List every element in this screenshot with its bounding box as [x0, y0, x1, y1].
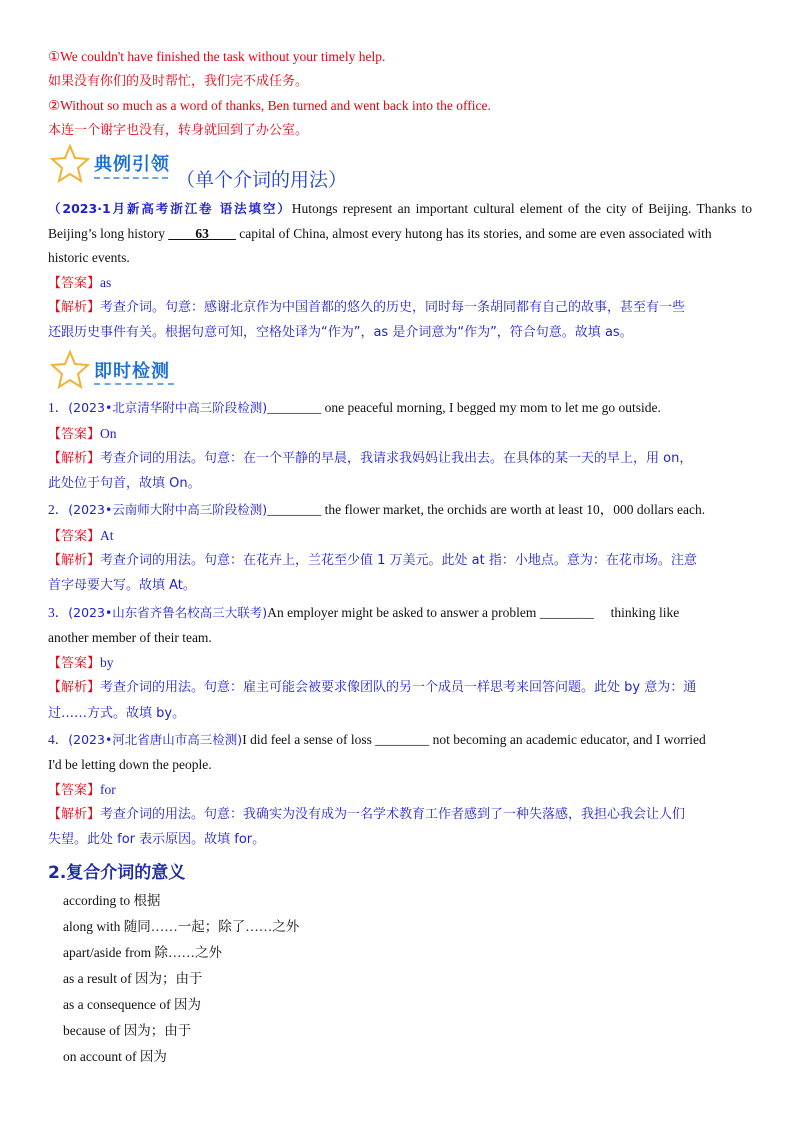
analysis-text: 考查介词的用法。句意：雇主可能会被要求像团队的另一个成员一样思考来回答问题。此处 by 意为：通	[100, 680, 697, 695]
blank-63: ____63____	[168, 226, 236, 241]
analysis-label: 【解析】	[48, 451, 101, 466]
answer-label: 【答案】	[48, 783, 101, 798]
star-icon	[50, 349, 90, 389]
example-2-english: ②Without so much as a word of thanks, Ben turned and went back into the office.	[48, 98, 491, 113]
question-source: (2023•山东省齐鲁名校高三大联考)	[68, 605, 268, 620]
answer-value: At	[100, 528, 114, 543]
answer-value: On	[100, 426, 117, 441]
example-analysis-line-2: 还跟历史事件有关。根据句意可知，空格处译为“作为”，as 是介词意为“作为”，符合句意。故填 as。	[48, 325, 633, 340]
question-number: 4．	[48, 732, 69, 747]
question-blank: ________	[267, 400, 322, 415]
question-text: not becoming an academic educator, and I worried	[429, 732, 706, 747]
question-source: (2023•云南师大附中高三阶段检测)	[68, 502, 268, 517]
vocab-item: as a result of 因为；由于	[63, 971, 203, 986]
question-number: 3．	[48, 605, 69, 620]
banner-underline	[94, 383, 174, 385]
vocab-item: on account of 因为	[63, 1049, 167, 1064]
question-number: 1．	[48, 400, 69, 415]
question-1	[48, 399, 752, 417]
question-1-analysis-line-1	[48, 450, 752, 468]
banner-title-practice: 即时检测	[94, 361, 170, 382]
question-text: thinking like	[593, 605, 680, 620]
analysis-text: 考查介词。句意：感谢北京作为中国首都的悠久的历史，同时每一条胡同都有自己的故事，甚至有一些	[100, 300, 686, 315]
question-1-analysis-line-2: 此处位于句首，故填 On。	[48, 476, 201, 491]
question-text: capital of China, almost every hutong has its stories, and some are even associated with	[235, 226, 712, 241]
question-source: （2023·1月新高考浙江卷 语法填空）	[48, 201, 292, 216]
question-3-analysis-line-1	[48, 679, 752, 697]
analysis-text: 考查介词的用法。句意：在花卉上，兰花至少值 1 万美元。此处 at 指：小地点。意为：在花市场。注意	[100, 553, 697, 568]
question-text: the flower market, the orchids are worth at least 10，000 dollars each.	[321, 502, 706, 517]
vocab-item: because of 因为；由于	[63, 1023, 192, 1038]
question-3	[48, 604, 752, 622]
question-text: Hutongs represent an important cultural element of the city of Beijing. Thanks to	[291, 201, 752, 216]
analysis-label: 【解析】	[48, 300, 101, 315]
example-1-english: ①We couldn't have finished the task without your timely help.	[48, 49, 386, 64]
question-blank: ________	[539, 605, 594, 620]
answer-value: as	[100, 275, 112, 290]
question-source: (2023•北京清华附中高三阶段检测)	[68, 400, 268, 415]
answer-label: 【答案】	[48, 529, 101, 544]
example-question-line-1	[48, 200, 752, 218]
banner-underline	[94, 177, 168, 179]
question-2-analysis-line-2: 首字母要大写。故填 At。	[48, 578, 196, 593]
question-text: Beijing’s long history	[48, 226, 169, 241]
analysis-label: 【解析】	[48, 807, 101, 822]
question-2-analysis-line-1	[48, 552, 752, 570]
vocab-item: along with 随同……一起；除了……之外	[63, 919, 300, 934]
vocab-item: as a consequence of 因为	[63, 997, 201, 1012]
question-text: I did feel a sense of loss	[242, 732, 376, 747]
vocab-item: apart/aside from 除……之外	[63, 945, 222, 960]
answer-label: 【答案】	[48, 276, 101, 291]
question-2-answer	[48, 527, 752, 546]
example-answer	[48, 274, 752, 293]
question-2	[48, 501, 752, 519]
question-text: An employer might be asked to answer a problem	[267, 605, 540, 620]
question-blank: ________	[267, 502, 322, 517]
question-text: one peaceful morning, I begged my mom to let me go outside.	[321, 400, 661, 415]
banner-subtitle: （单个介词的用法）	[176, 169, 348, 191]
banner-title-examples: 典例引领	[94, 154, 170, 175]
question-4-line-2: I'd be letting down the people.	[48, 757, 212, 772]
vocab-item: according to 根据	[63, 893, 161, 908]
answer-label: 【答案】	[48, 656, 101, 671]
star-icon	[50, 143, 90, 183]
analysis-label: 【解析】	[48, 680, 101, 695]
question-4-analysis-line-2: 失望。此处 for 表示原因。故填 for。	[48, 832, 266, 847]
question-blank: ________	[375, 732, 430, 747]
question-source: (2023•河北省唐山市高三检测)	[68, 732, 243, 747]
section-2-title: 2.复合介词的意义	[48, 863, 186, 883]
question-4-analysis-line-1	[48, 806, 752, 824]
answer-value: for	[100, 782, 116, 797]
question-4	[48, 731, 752, 749]
question-3-answer	[48, 654, 752, 673]
answer-label: 【答案】	[48, 427, 101, 442]
analysis-label: 【解析】	[48, 553, 101, 568]
analysis-text: 考查介词的用法。句意：在一个平静的早晨，我请求我妈妈让我出去。在具体的某一天的早上，用 on，	[100, 451, 693, 466]
question-3-analysis-line-2: 过……方式。故填 by。	[48, 706, 186, 721]
example-analysis-line-1	[48, 299, 752, 317]
question-number: 2．	[48, 502, 69, 517]
example-question-line-3: historic events.	[48, 250, 130, 265]
example-question-line-2	[48, 225, 752, 243]
answer-value: by	[100, 655, 114, 670]
question-4-answer	[48, 781, 752, 800]
example-1-chinese: 如果没有你们的及时帮忙，我们完不成任务。	[48, 74, 309, 89]
question-1-answer	[48, 425, 752, 444]
example-2-chinese: 本连一个谢字也没有，转身就回到了办公室。	[48, 123, 309, 138]
question-3-line-2: another member of their team.	[48, 630, 212, 645]
analysis-text: 考查介词的用法。句意：我确实为没有成为一名学术教育工作者感到了一种失落感，我担心我会让人们	[100, 807, 686, 822]
